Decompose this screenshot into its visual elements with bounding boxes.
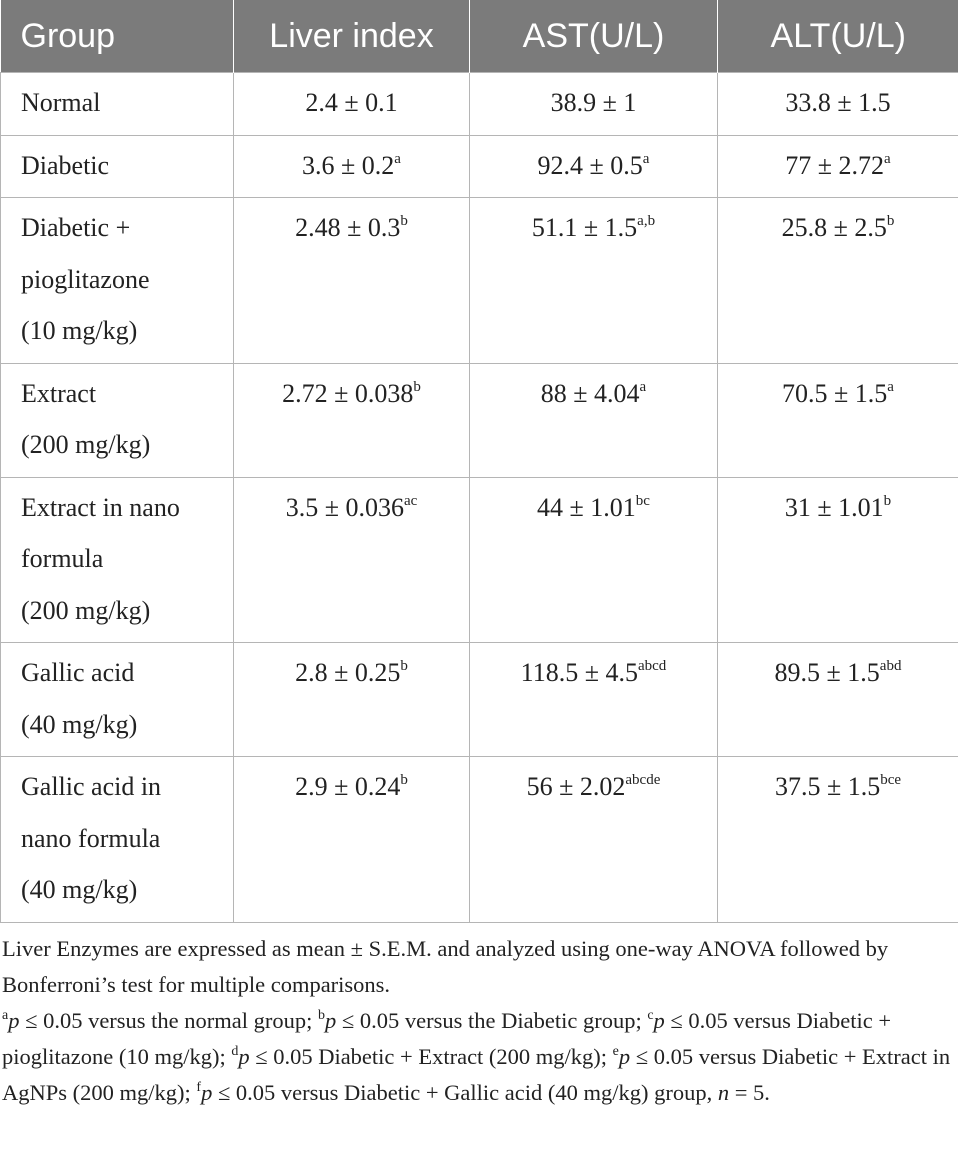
footnote-text: ≤ 0.05 versus the Diabetic group; bbox=[336, 1008, 648, 1033]
footnote-mark: b bbox=[318, 1008, 326, 1023]
liver-index-cell bbox=[234, 135, 470, 198]
significance-superscript: b bbox=[413, 378, 421, 395]
significance-superscript: a,b bbox=[637, 213, 656, 229]
significance-superscript: ac bbox=[403, 492, 418, 509]
significance-superscript: a bbox=[639, 378, 647, 395]
liver-index-cell bbox=[234, 757, 470, 923]
cell-value: 2.48 ± 0.3 bbox=[295, 213, 401, 242]
sample-size-symbol: n bbox=[717, 1080, 730, 1105]
footnote-mark: a bbox=[2, 1008, 9, 1023]
group-cell bbox=[1, 198, 234, 364]
header-liver-index: Liver index bbox=[234, 0, 470, 73]
group-label-line: nano formula bbox=[21, 823, 161, 853]
significance-superscript: b bbox=[400, 213, 408, 229]
group-cell bbox=[1, 643, 234, 757]
table-row bbox=[1, 363, 958, 477]
table-row bbox=[1, 73, 958, 136]
alt-cell bbox=[718, 73, 958, 136]
table-row bbox=[1, 198, 958, 364]
footnote-text: ≤ 0.05 versus Diabetic + Gallic acid (40 mg/kg) group, bbox=[212, 1080, 718, 1105]
significance-superscript: bce bbox=[880, 772, 902, 788]
header-group: Group bbox=[1, 0, 234, 73]
table-footnotes bbox=[2, 931, 952, 1111]
ast-cell bbox=[470, 73, 718, 136]
footnote-mark: d bbox=[231, 1044, 239, 1059]
cell-value: 92.4 ± 0.5 bbox=[537, 150, 643, 180]
significance-superscript: b bbox=[400, 658, 408, 674]
table-row bbox=[1, 477, 958, 643]
significance-superscript: abcd bbox=[637, 658, 667, 674]
alt-cell bbox=[718, 135, 958, 198]
cell-value: 25.8 ± 2.5 bbox=[781, 213, 887, 242]
group-label-line: formula bbox=[21, 544, 104, 573]
group-cell bbox=[1, 363, 234, 477]
header-row bbox=[1, 0, 958, 73]
group-label-line: (40 mg/kg) bbox=[21, 875, 138, 904]
group-label-line: (200 mg/kg) bbox=[21, 430, 151, 459]
group-label-line: Gallic acid in bbox=[21, 772, 162, 801]
cell-value: 2.9 ± 0.24 bbox=[295, 772, 401, 801]
footnote-text: ≤ 0.05 versus Diabetic + Extract in AgNPs (200 mg/kg); bbox=[2, 1044, 951, 1105]
p-symbol: p bbox=[201, 1080, 213, 1105]
group-label-line: Gallic acid bbox=[21, 658, 135, 687]
p-symbol: p bbox=[238, 1044, 250, 1069]
table-row bbox=[1, 757, 958, 923]
significance-superscript: a bbox=[887, 378, 894, 395]
liver-index-cell bbox=[234, 363, 470, 477]
cell-value: 89.5 ± 1.5 bbox=[774, 658, 880, 687]
alt-cell bbox=[718, 363, 958, 477]
p-symbol: p bbox=[618, 1044, 631, 1069]
sample-size-value: = 5. bbox=[729, 1080, 770, 1105]
p-symbol: p bbox=[325, 1008, 337, 1033]
group-label-line: (200 mg/kg) bbox=[21, 595, 151, 625]
cell-value: 2.72 ± 0.038 bbox=[282, 378, 414, 408]
liver-index-cell bbox=[234, 198, 470, 364]
group-cell bbox=[1, 73, 234, 136]
table-row bbox=[1, 643, 958, 757]
cell-value: 37.5 ± 1.5 bbox=[774, 772, 881, 801]
significance-superscript: a bbox=[642, 150, 650, 167]
ast-cell bbox=[470, 643, 718, 757]
ast-cell bbox=[470, 477, 718, 643]
ast-cell bbox=[470, 198, 718, 364]
alt-cell bbox=[718, 643, 958, 757]
group-label-line: (10 mg/kg) bbox=[21, 316, 138, 345]
footnote-text: ≤ 0.05 Diabetic + Extract (200 mg/kg); bbox=[249, 1044, 613, 1069]
group-cell bbox=[1, 757, 234, 923]
footnote-text: ≤ 0.05 versus Diabetic + pioglitazone (10 mg/kg); bbox=[2, 1008, 892, 1069]
significance-superscript: abd bbox=[879, 658, 902, 674]
alt-cell bbox=[718, 477, 958, 643]
alt-cell bbox=[718, 198, 958, 364]
cell-value: 88 ± 4.04 bbox=[540, 378, 640, 408]
liver-index-cell bbox=[234, 73, 470, 136]
cell-value: 44 ± 1.01 bbox=[537, 492, 636, 522]
significance-superscript: bc bbox=[635, 492, 650, 509]
table-row bbox=[1, 135, 958, 198]
group-label-line: (40 mg/kg) bbox=[21, 709, 138, 739]
cell-value: 70.5 ± 1.5 bbox=[782, 378, 888, 408]
cell-value: 31 ± 1.01 bbox=[784, 492, 884, 522]
header-alt: ALT(U/L) bbox=[718, 0, 958, 73]
cell-value: 118.5 ± 4.5 bbox=[520, 658, 638, 687]
significance-superscript: a bbox=[394, 150, 401, 167]
cell-value: 51.1 ± 1.5 bbox=[531, 213, 638, 242]
liver-index-cell bbox=[234, 477, 470, 643]
group-cell bbox=[1, 477, 234, 643]
group-label-line: Diabetic + bbox=[21, 213, 131, 242]
cell-value: 2.4 ± 0.1 bbox=[305, 88, 398, 117]
alt-cell bbox=[718, 757, 958, 923]
significance-superscript: a bbox=[884, 150, 891, 167]
cell-value: 38.9 ± 1 bbox=[550, 88, 637, 117]
significance-superscript: abcde bbox=[625, 772, 661, 788]
footnote-mark: c bbox=[647, 1008, 654, 1023]
footnote-text: ≤ 0.05 versus the normal group; bbox=[19, 1008, 319, 1033]
footnote-mark: e bbox=[612, 1044, 619, 1059]
p-symbol: p bbox=[8, 1008, 20, 1033]
cell-value: 3.5 ± 0.036 bbox=[285, 492, 404, 522]
cell-value: 77 ± 2.72 bbox=[785, 150, 885, 180]
group-label-line: Extract bbox=[21, 378, 97, 408]
group-cell bbox=[1, 135, 234, 198]
footnote-mark: f bbox=[196, 1080, 202, 1095]
header-ast: AST(U/L) bbox=[470, 0, 718, 73]
significance-superscript: b bbox=[400, 772, 408, 788]
cell-value: 33.8 ± 1.5 bbox=[785, 88, 891, 117]
group-label-line: Normal bbox=[21, 88, 101, 117]
liver-index-cell bbox=[234, 643, 470, 757]
group-label-line: pioglitazone bbox=[21, 264, 150, 294]
footnote-legend bbox=[2, 1003, 952, 1111]
cell-value: 3.6 ± 0.2 bbox=[302, 150, 395, 180]
group-label-line: Diabetic bbox=[21, 150, 110, 180]
cell-value: 56 ± 2.02 bbox=[526, 772, 626, 801]
ast-cell bbox=[470, 135, 718, 198]
ast-cell bbox=[470, 363, 718, 477]
cell-value: 2.8 ± 0.25 bbox=[295, 658, 401, 687]
group-label-line: Extract in nano bbox=[21, 492, 180, 522]
footnote-main: Liver Enzymes are expressed as mean ± S.E.M. and analyzed using one-way ANOVA followed by Bonferroni’s test for multiple comparisons. bbox=[2, 936, 889, 997]
significance-superscript: b bbox=[886, 213, 895, 229]
ast-cell bbox=[470, 757, 718, 923]
significance-superscript: b bbox=[883, 492, 892, 509]
p-symbol: p bbox=[653, 1008, 665, 1033]
